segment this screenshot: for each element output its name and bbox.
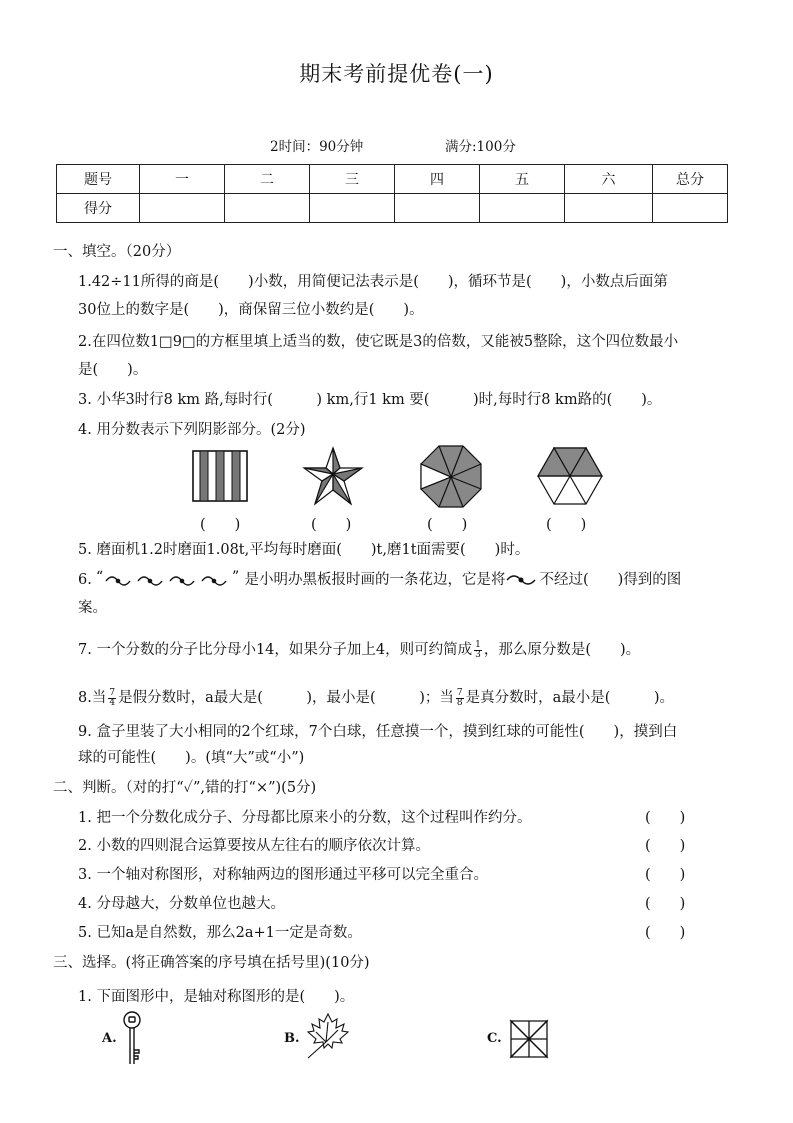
fraction-numerator: 1 bbox=[475, 639, 481, 650]
q2-line1: 2.在四位数1□9□的方框里填上适当的数，使它既是3的倍数，又能被5整除，这个四位数最小 bbox=[78, 334, 679, 350]
judge-answer-4[interactable]: ( ) bbox=[645, 896, 686, 912]
choice-q1: 1. 下面图形中，是轴对称图形的是( )。 bbox=[78, 989, 355, 1005]
page-title: 期末考前提优卷(一) bbox=[299, 62, 494, 86]
score-header-cell: 四 bbox=[395, 165, 480, 194]
score-cell[interactable] bbox=[480, 194, 565, 223]
q9-line2: 球的可能性( )。(填“大”或“小”) bbox=[78, 750, 305, 766]
section2-heading: 二、判断。（对的打“✓”,错的打“×”)(5分) bbox=[53, 780, 317, 796]
score-header-cell: 题号 bbox=[57, 165, 140, 194]
score-row-label: 得分 bbox=[57, 194, 140, 223]
score-cell[interactable] bbox=[225, 194, 310, 223]
q1-line1: 1.42÷11所得的商是( )小数，用简便记法表示是( )，循环节是( )，小数点后面第 bbox=[78, 274, 668, 290]
judge-answer-2[interactable]: ( ) bbox=[645, 838, 686, 854]
octagon-figure bbox=[418, 444, 484, 510]
judge-answer-1[interactable]: ( ) bbox=[645, 810, 686, 826]
judge-item-1: 1. 把一个分数化成分子、分母都比原来小的分数，这个过程叫作约分。 bbox=[78, 810, 532, 826]
q8-text-2: 是假分数时，a最大是( )，最小是( )；当 bbox=[118, 690, 454, 706]
q8 bbox=[78, 686, 674, 708]
score-cell[interactable] bbox=[565, 194, 653, 223]
q7-text-2: ，那么原分数是( )。 bbox=[483, 642, 641, 658]
q7-fraction bbox=[474, 641, 482, 660]
q8-fraction-2 bbox=[456, 689, 464, 708]
maple-leaf-icon bbox=[302, 1010, 352, 1060]
score-table-header-row bbox=[57, 165, 728, 194]
q3: 3. 小华3时行8 km 路,每时行( ) km,行1 km 要( )时,每时行8 km路的( )。 bbox=[78, 392, 662, 408]
q1-line2: 30位上的数字是( )，商保留三位小数约是( )。 bbox=[78, 302, 424, 318]
q8-fraction-1 bbox=[108, 689, 116, 708]
fraction-denominator: 3 bbox=[475, 649, 481, 660]
score-table bbox=[56, 164, 728, 223]
q4-answer-1[interactable]: ( ) bbox=[200, 517, 241, 533]
q7-text: 7. 一个分数的分子比分母小14，如果分子加上4，则可约简成 bbox=[78, 642, 473, 658]
judge-item-5: 5. 已知a是自然数，那么2a+1一定是奇数。 bbox=[78, 925, 362, 941]
score-header-cell: 一 bbox=[140, 165, 225, 194]
pinwheel-icon bbox=[508, 1018, 550, 1060]
section3-heading: 三、选择。(将正确答案的序号填在括号里)(10分) bbox=[53, 955, 370, 971]
striped-rectangle-figure bbox=[192, 450, 248, 504]
fraction-numerator: 7 bbox=[456, 687, 463, 698]
full-score: 满分:100分 bbox=[445, 139, 516, 155]
border-pattern-icon bbox=[96, 571, 244, 589]
fraction-numerator: 7 bbox=[109, 687, 116, 698]
q6-text-2: 不经过( )得到的图 bbox=[539, 572, 682, 588]
q6-text: 是小明办黑板报时画的一条花边，它是将 bbox=[244, 572, 506, 588]
score-header-cell: 三 bbox=[310, 165, 395, 194]
q7 bbox=[78, 638, 640, 660]
score-header-cell: 总分 bbox=[653, 165, 728, 194]
judge-answer-5[interactable]: ( ) bbox=[645, 925, 686, 941]
q4-answer-3[interactable]: ( ) bbox=[427, 517, 468, 533]
section1-heading: 一、填空。（20分） bbox=[53, 244, 181, 260]
exam-time: 2时间：90分钟 bbox=[270, 139, 364, 155]
q4-answer-2[interactable]: ( ) bbox=[311, 517, 352, 533]
judge-answer-3[interactable]: ( ) bbox=[645, 867, 686, 883]
score-cell[interactable] bbox=[653, 194, 728, 223]
q5: 5. 磨面机1.2时磨面1.08t,平均每时磨面( )t,磨1t面需要( )时。 bbox=[78, 542, 530, 558]
option-c-label[interactable]: C. bbox=[487, 1031, 502, 1046]
judge-item-4: 4. 分母越大，分数单位也越大。 bbox=[78, 896, 285, 912]
score-table-score-row bbox=[57, 194, 728, 223]
judge-item-2: 2. 小数的四则混合运算要按从左往右的顺序依次计算。 bbox=[78, 838, 430, 854]
q4: 4. 用分数表示下列阴影部分。(2分) bbox=[78, 422, 306, 438]
fraction-denominator: 4 bbox=[109, 697, 116, 708]
score-cell[interactable] bbox=[140, 194, 225, 223]
score-header-cell: 五 bbox=[480, 165, 565, 194]
key-icon bbox=[120, 1010, 148, 1066]
score-cell[interactable] bbox=[310, 194, 395, 223]
q8-text-3: 是真分数时，a最小是( )。 bbox=[465, 690, 675, 706]
q6-line2: 案。 bbox=[78, 600, 107, 616]
option-a-label[interactable]: A. bbox=[102, 1031, 117, 1046]
score-header-cell: 六 bbox=[565, 165, 653, 194]
star-figure bbox=[300, 446, 366, 508]
q6-number: 6. bbox=[78, 572, 92, 588]
pattern-unit-icon bbox=[505, 572, 539, 588]
fraction-denominator: 8 bbox=[456, 697, 463, 708]
q4-answer-4[interactable]: ( ) bbox=[546, 517, 587, 533]
score-header-cell: 二 bbox=[225, 165, 310, 194]
q2-line2: 是( )。 bbox=[78, 362, 148, 378]
svg-text:”: ” bbox=[232, 569, 240, 585]
svg-text:“: “ bbox=[96, 569, 104, 585]
hexagon-figure bbox=[536, 446, 604, 508]
score-cell[interactable] bbox=[395, 194, 480, 223]
judge-item-3: 3. 一个轴对称图形，对称轴两边的图形通过平移可以完全重合。 bbox=[78, 867, 488, 883]
q8-text: 8.当 bbox=[78, 690, 107, 706]
q6-line1 bbox=[78, 568, 681, 589]
option-b-label[interactable]: B. bbox=[284, 1031, 300, 1046]
q9-line1: 9. 盒子里装了大小相同的2个红球，7个白球，任意摸一个，摸到红球的可能性( )，摸到白 bbox=[78, 724, 678, 740]
